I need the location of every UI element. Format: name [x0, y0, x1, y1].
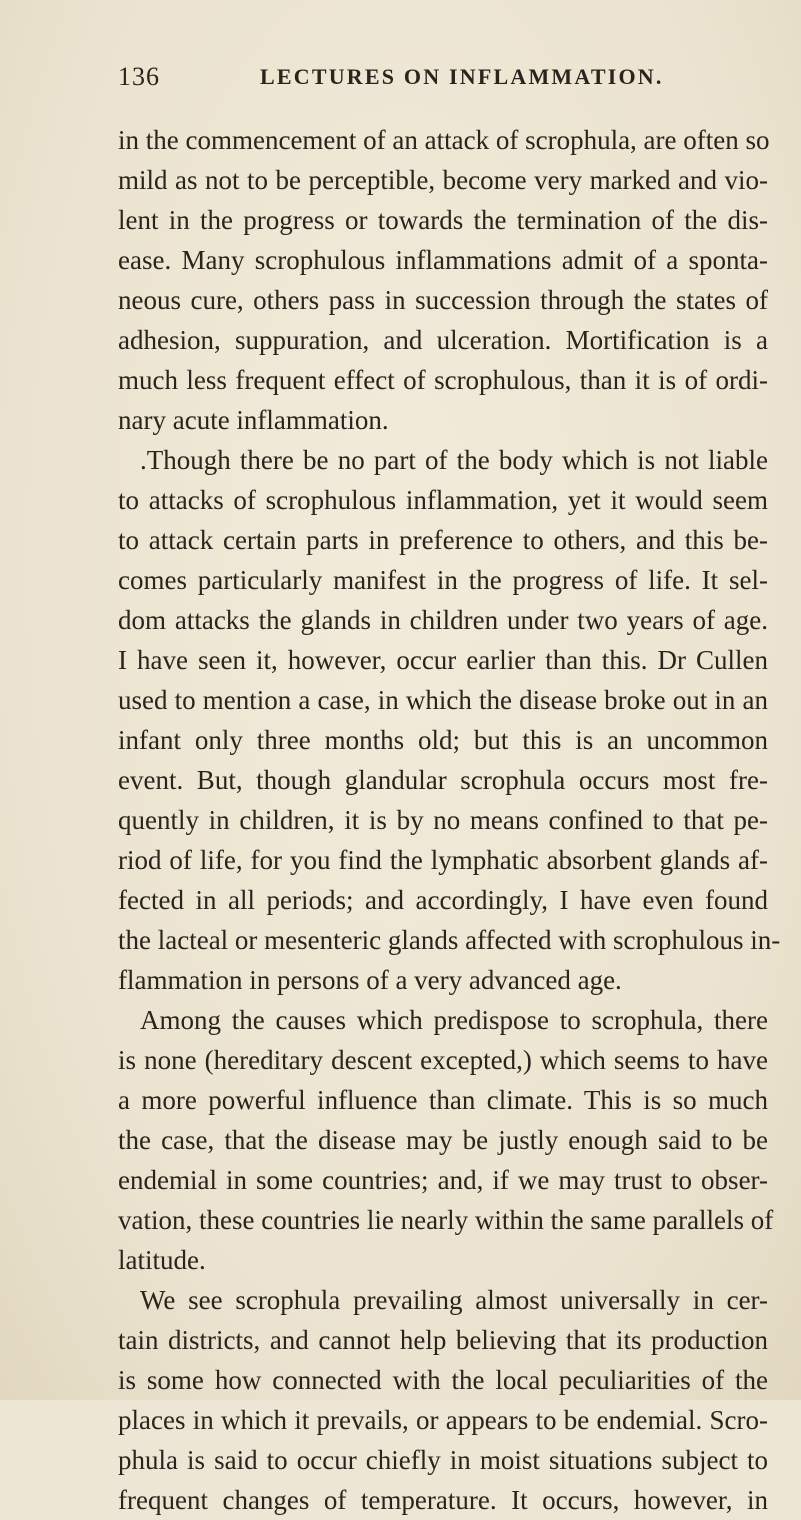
text-line: latitude.: [118, 1245, 206, 1275]
text-line: lent in the progress or towards the termination of the dis-: [118, 205, 768, 235]
text-line: neous cure, others pass in succession through the states of: [118, 285, 768, 315]
text-line: quently in children, it is by no means confined to that pe-: [118, 805, 768, 835]
text-line: used to mention a case, in which the disease broke out in an: [118, 685, 768, 715]
page-header: [118, 62, 768, 102]
text-line: much less frequent effect of scrophulous, than it is of ordi-: [118, 365, 768, 395]
text-line: infant only three months old; but this is an uncommon: [118, 725, 768, 755]
text-line: nary acute inflammation.: [118, 405, 389, 435]
text-line: Among the causes which predispose to scrophula, there: [140, 1005, 768, 1035]
text-line: comes particularly manifest in the progress of life. It sel-: [118, 565, 768, 595]
text-line: ease. Many scrophulous inflammations admit of a sponta-: [118, 245, 768, 275]
text-line: endemial in some countries; and, if we may trust to obser-: [118, 1165, 768, 1195]
text-line: frequent changes of temperature. It occurs, however, in: [118, 1485, 768, 1515]
text-line: .Though there be no part of the body which is not liable: [140, 445, 768, 475]
text-line: the case, that the disease may be justly enough said to be: [118, 1125, 768, 1155]
text-line: event. But, though glandular scrophula occurs most fre-: [118, 765, 768, 795]
text-line: vation, these countries lie nearly within the same parallels of: [118, 1205, 774, 1235]
body-text: [118, 120, 781, 1520]
text-line: flammation in persons of a very advanced age.: [118, 965, 622, 995]
text-line: riod of life, for you find the lymphatic absorbent glands af-: [118, 845, 768, 875]
text-line: to attack certain parts in preference to others, and this be-: [118, 525, 768, 555]
text-line: adhesion, suppuration, and ulceration. Mortification is a: [118, 325, 768, 355]
text-line: tain districts, and cannot help believing that its production: [118, 1325, 768, 1355]
text-line: fected in all periods; and accordingly, I have even found: [118, 885, 768, 915]
text-line: We see scrophula prevailing almost universally in cer-: [140, 1285, 768, 1315]
text-line: phula is said to occur chiefly in moist situations subject to: [118, 1445, 768, 1475]
running-title: LECTURES ON INFLAMMATION.: [260, 64, 664, 89]
text-line: I have seen it, however, occur earlier than this. Dr Cullen: [118, 645, 768, 675]
text-line: a more powerful influence than climate. This is so much: [118, 1085, 768, 1115]
text-line: in the commencement of an attack of scrophula, are often so: [118, 125, 770, 155]
text-line: to attacks of scrophulous inflammation, yet it would seem: [118, 485, 768, 515]
page-number: 136: [118, 62, 160, 91]
text-line: is none (hereditary descent excepted,) which seems to have: [118, 1045, 768, 1075]
text-line: is some how connected with the local peculiarities of the: [118, 1365, 768, 1395]
text-line: the lacteal or mesenteric glands affected with scrophulous in-: [118, 925, 781, 955]
text-line: places in which it prevails, or appears to be endemial. Scro-: [118, 1405, 768, 1435]
text-line: mild as not to be perceptible, become very marked and vio-: [118, 165, 768, 195]
text-line: dom attacks the glands in children under two years of age.: [118, 605, 768, 635]
